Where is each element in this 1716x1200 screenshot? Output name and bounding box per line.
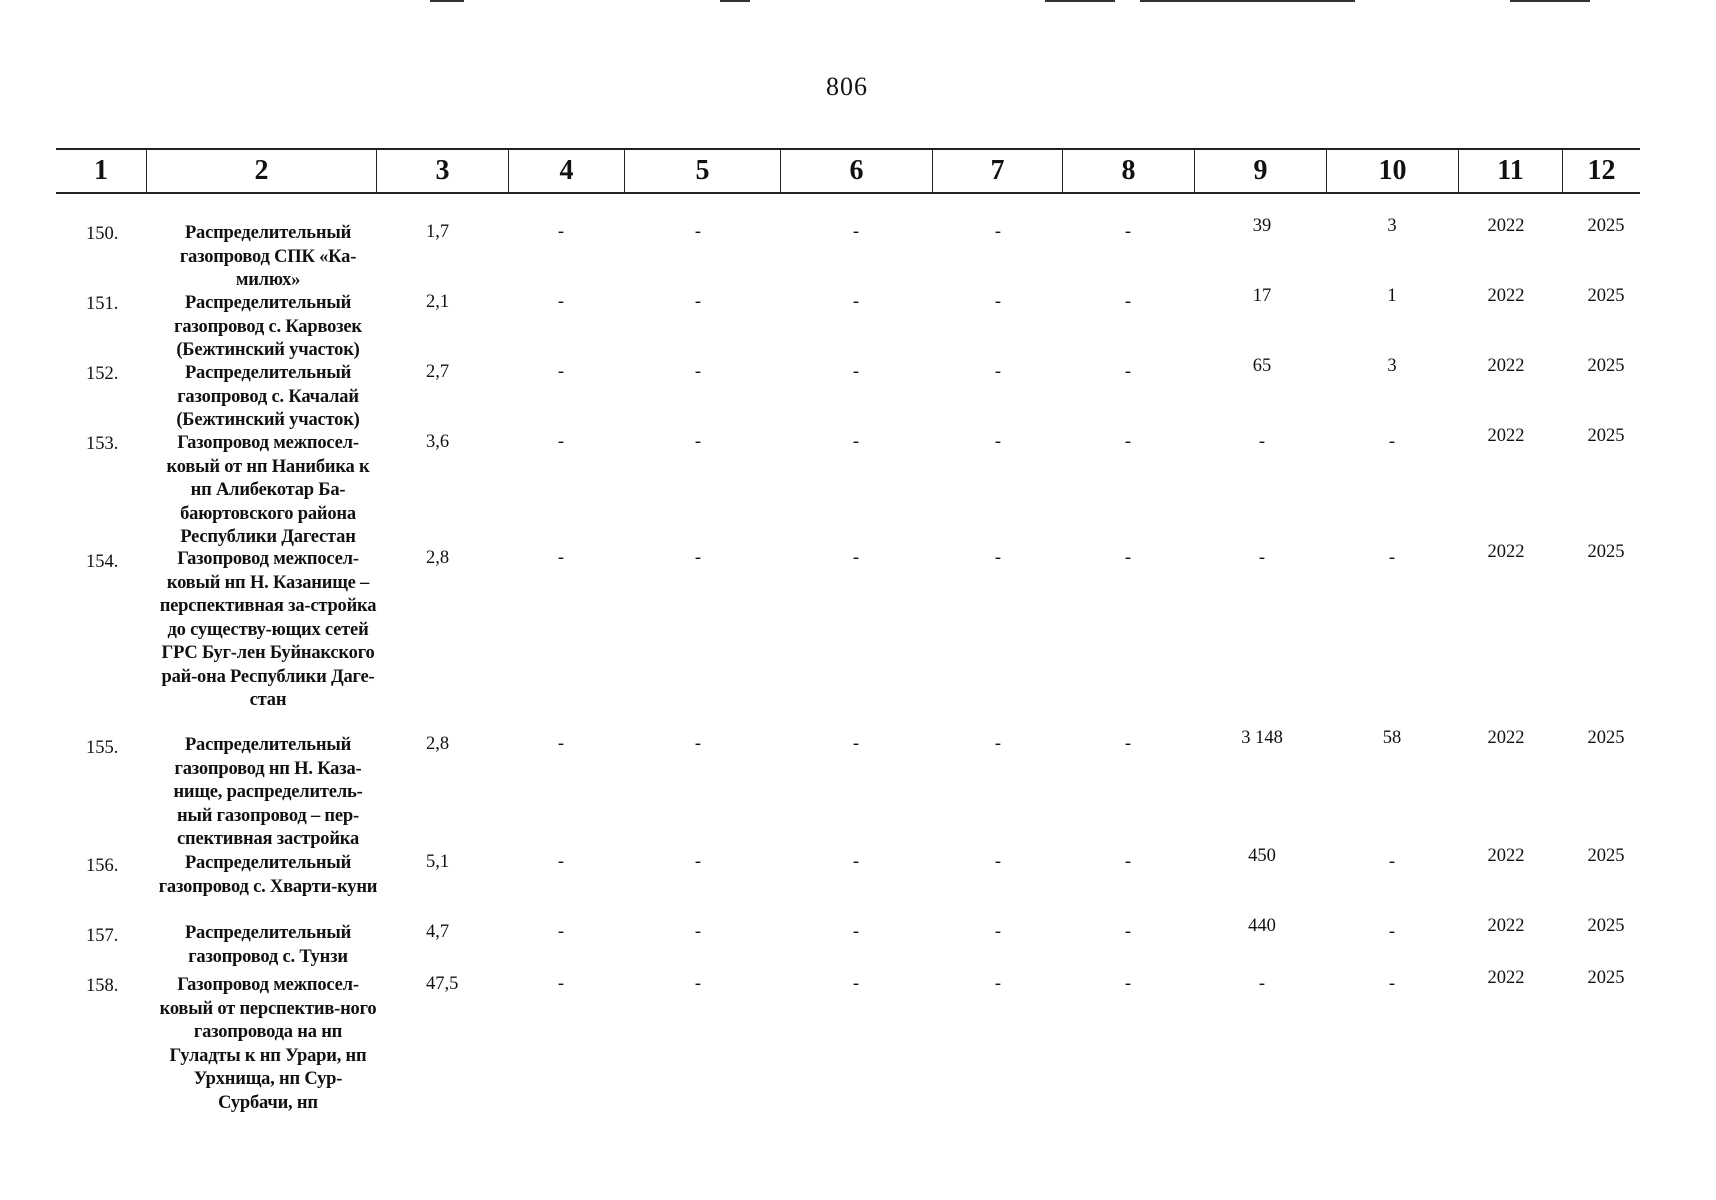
top-rule	[1045, 0, 1115, 2]
col-9-value: 65	[1252, 356, 1272, 376]
col-8-value: -	[1124, 292, 1132, 312]
col-5-value: -	[694, 922, 702, 942]
header-col-10: 10	[1326, 150, 1458, 192]
col-4-value: -	[557, 222, 565, 242]
table-header	[56, 148, 1640, 194]
page-number: 806	[826, 72, 868, 101]
col-8-value: -	[1124, 548, 1132, 568]
col-4-value: -	[557, 852, 565, 872]
length-value: 2,8	[426, 548, 450, 568]
length-value: 5,1	[426, 852, 450, 872]
object-name: Распределительный газопровод нп Н. Каза-нище, распределитель-ный газопровод – пер-спективная застройка	[173, 735, 363, 849]
col-10-value: 1	[1387, 286, 1397, 306]
start-year: 2022	[1487, 216, 1525, 236]
object-name: Газопровод межпосел-ковый от перспектив-ного газопровода на нп Гуладты к нп Урари, нп Урхнища, нп Сур-Сурбачи, нп	[159, 975, 377, 1113]
row-number: 153.	[86, 434, 119, 454]
end-year: 2025	[1587, 968, 1625, 988]
col-7-value: -	[994, 362, 1002, 382]
col-10-value: -	[1388, 922, 1396, 942]
col-5-value: -	[694, 432, 702, 452]
col-9-value: 39	[1252, 216, 1272, 236]
length-value: 4,7	[426, 922, 450, 942]
object-name: Распределительный газопровод с. Тунзи	[184, 923, 352, 967]
length-value: 2,1	[426, 292, 450, 312]
col-5-value: -	[694, 292, 702, 312]
start-year: 2022	[1487, 286, 1525, 306]
top-rule	[1140, 0, 1355, 2]
col-9-value: -	[1258, 974, 1266, 994]
col-8-value: -	[1124, 852, 1132, 872]
start-year: 2022	[1487, 356, 1525, 376]
end-year: 2025	[1587, 542, 1625, 562]
end-year: 2025	[1587, 728, 1625, 748]
start-year: 2022	[1487, 728, 1525, 748]
col-6-value: -	[852, 548, 860, 568]
header-col-5: 5	[624, 150, 780, 192]
col-4-value: -	[557, 292, 565, 312]
start-year: 2022	[1487, 846, 1525, 866]
length-value: 3,6	[426, 432, 450, 452]
col-7-value: -	[994, 852, 1002, 872]
col-8-value: -	[1124, 222, 1132, 242]
col-8-value: -	[1124, 432, 1132, 452]
row-number: 150.	[86, 224, 119, 244]
col-6-value: -	[852, 292, 860, 312]
col-4-value: -	[557, 362, 565, 382]
col-8-value: -	[1124, 362, 1132, 382]
col-9-value: 440	[1248, 916, 1276, 936]
col-9-value: 17	[1252, 286, 1272, 306]
row-number: 158.	[86, 976, 119, 996]
col-10-value: 3	[1387, 216, 1397, 236]
row-number: 157.	[86, 926, 119, 946]
col-9-value: -	[1258, 548, 1266, 568]
col-9-value: 3 148	[1241, 728, 1283, 748]
length-value: 1,7	[426, 222, 450, 242]
col-10-value: 3	[1387, 356, 1397, 376]
header-col-7: 7	[932, 150, 1062, 192]
col-10-value: 58	[1382, 728, 1402, 748]
col-5-value: -	[694, 852, 702, 872]
col-4-value: -	[557, 734, 565, 754]
col-5-value: -	[694, 974, 702, 994]
col-7-value: -	[994, 548, 1002, 568]
col-6-value: -	[852, 432, 860, 452]
start-year: 2022	[1487, 542, 1525, 562]
col-5-value: -	[694, 734, 702, 754]
col-6-value: -	[852, 222, 860, 242]
col-6-value: -	[852, 852, 860, 872]
top-rule	[1510, 0, 1590, 2]
object-name: Распределительный газопровод СПК «Ка-милюх»	[179, 223, 357, 290]
object-name: Газопровод межпосел-ковый от нп Нанибика к нп Алибекотар Ба-баюртовского района Республики Дагестан	[166, 433, 370, 547]
length-value: 2,7	[426, 362, 450, 382]
end-year: 2025	[1587, 356, 1625, 376]
col-7-value: -	[994, 222, 1002, 242]
col-9-value: -	[1258, 432, 1266, 452]
object-name: Газопровод межпосел-ковый нп Н. Казанище – перспективная за-стройка до существу-ющих сетей ГРС Буг-лен Буйнакского рай-она Республики Даге-стан	[159, 549, 377, 710]
header-col-4: 4	[508, 150, 624, 192]
col-7-value: -	[994, 974, 1002, 994]
length-value: 47,5	[426, 974, 459, 994]
end-year: 2025	[1587, 216, 1625, 236]
col-4-value: -	[557, 432, 565, 452]
top-rule	[720, 0, 750, 2]
col-10-value: -	[1388, 974, 1396, 994]
col-9-value: 450	[1248, 846, 1276, 866]
header-col-11: 11	[1458, 150, 1562, 192]
top-rule	[430, 0, 464, 2]
header-col-9: 9	[1194, 150, 1326, 192]
col-5-value: -	[694, 362, 702, 382]
header-col-6: 6	[780, 150, 932, 192]
header-col-3: 3	[376, 150, 508, 192]
end-year: 2025	[1587, 916, 1625, 936]
end-year: 2025	[1587, 426, 1625, 446]
col-8-value: -	[1124, 734, 1132, 754]
col-7-value: -	[994, 922, 1002, 942]
length-value: 2,8	[426, 734, 450, 754]
col-7-value: -	[994, 734, 1002, 754]
end-year: 2025	[1587, 286, 1625, 306]
col-10-value: -	[1388, 852, 1396, 872]
start-year: 2022	[1487, 968, 1525, 988]
row-number: 154.	[86, 552, 119, 572]
start-year: 2022	[1487, 916, 1525, 936]
col-10-value: -	[1388, 432, 1396, 452]
object-name: Распределительный газопровод с. Хварти-куни	[158, 853, 378, 897]
col-7-value: -	[994, 432, 1002, 452]
row-number: 151.	[86, 294, 119, 314]
row-number: 156.	[86, 856, 119, 876]
col-7-value: -	[994, 292, 1002, 312]
row-number: 152.	[86, 364, 119, 384]
start-year: 2022	[1487, 426, 1525, 446]
row-number: 155.	[86, 738, 119, 758]
col-10-value: -	[1388, 548, 1396, 568]
col-8-value: -	[1124, 922, 1132, 942]
col-5-value: -	[694, 222, 702, 242]
col-5-value: -	[694, 548, 702, 568]
col-6-value: -	[852, 922, 860, 942]
header-col-1: 1	[94, 155, 108, 186]
header-col-8: 8	[1062, 150, 1194, 192]
col-4-value: -	[557, 548, 565, 568]
col-6-value: -	[852, 974, 860, 994]
col-6-value: -	[852, 734, 860, 754]
header-col-12: 12	[1562, 150, 1640, 192]
object-name: Распределительный газопровод с. Карвозек (Бежтинский участок)	[174, 293, 362, 360]
header-col-2: 2	[146, 150, 376, 192]
col-4-value: -	[557, 922, 565, 942]
object-name: Распределительный газопровод с. Качалай (Бежтинский участок)	[176, 363, 360, 430]
col-6-value: -	[852, 362, 860, 382]
col-4-value: -	[557, 974, 565, 994]
col-8-value: -	[1124, 974, 1132, 994]
end-year: 2025	[1587, 846, 1625, 866]
